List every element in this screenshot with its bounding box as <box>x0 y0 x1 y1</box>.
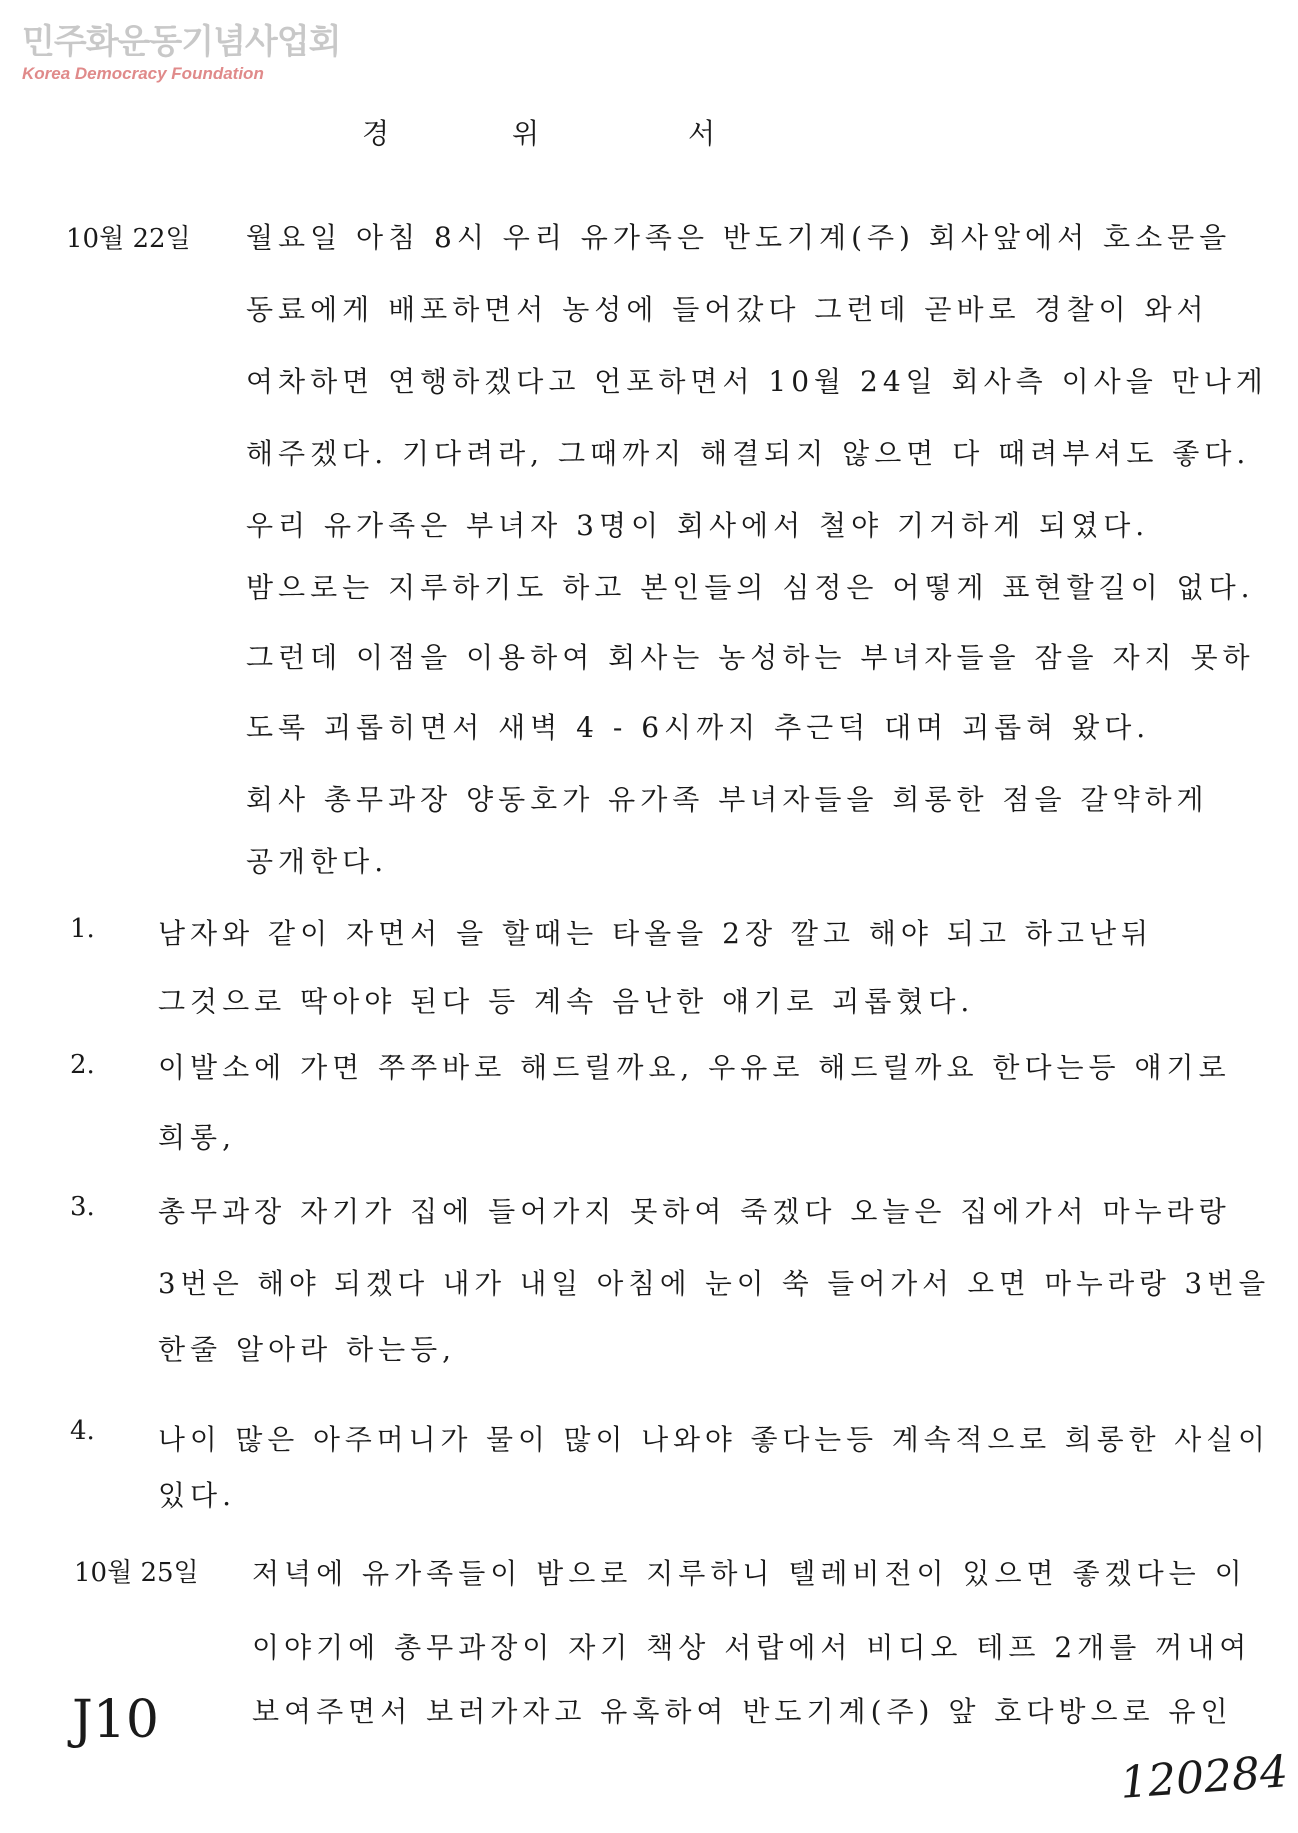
text-line: 이발소에 가면 쭈쭈바로 해드릴까요, 우유로 해드릴까요 한다는등 얘기로 <box>158 1051 1231 1084</box>
watermark-org-en: Korea Democracy Foundation <box>22 64 264 83</box>
text-line: 여차하면 연행하겠다고 언포하면서 10월 24일 회사측 이사을 만나게 <box>246 365 1268 398</box>
title-char-2: 위 <box>512 117 540 150</box>
document-title <box>0 112 1298 152</box>
document-code: J10 <box>72 1690 160 1750</box>
text-line: 도록 괴롭히면서 새벽 4 - 6시까지 추근덕 대며 괴롭혀 왔다. <box>246 711 1151 744</box>
text-line: 그것으로 딱아야 된다 등 계속 음난한 얘기로 괴롭혔다. <box>158 985 975 1018</box>
text-line: 밤으로는 지루하기도 하고 본인들의 심정은 어떻게 표현할길이 없다. <box>246 571 1255 604</box>
text-line: 나이 많은 아주머니가 물이 많이 나와야 좋다는등 계속적으로 희롱한 사실이 <box>158 1423 1270 1456</box>
text-line: 한줄 알아라 하는등, <box>158 1333 457 1366</box>
text-line: 남자와 같이 자면서 을 할때는 타올을 2장 깔고 해야 되고 하고난뒤 <box>158 917 1154 950</box>
watermark-org-ko: 민주화운동기념사업회 <box>22 22 341 62</box>
text-line: 우리 유가족은 부녀자 3명이 회사에서 철야 기거하게 되였다. <box>246 509 1150 542</box>
text-line: 있다. <box>158 1479 236 1512</box>
text-line: 월요일 아침 8시 우리 유가족은 반도기계(주) 회사앞에서 호소문을 <box>246 221 1232 254</box>
entry-date-2: 10월 25일 <box>74 1558 199 1588</box>
item-number: 1. <box>70 914 95 944</box>
text-line: 저녁에 유가족들이 밤으로 지루하니 텔레비전이 있으면 좋겠다는 이 <box>252 1557 1247 1590</box>
document-number: 120284 <box>1118 1746 1290 1809</box>
text-line: 희롱, <box>158 1121 236 1154</box>
title-char-1: 경 <box>362 117 390 150</box>
item-number: 3. <box>70 1192 95 1222</box>
text-line: 공개한다. <box>246 845 389 878</box>
text-line: 동료에게 배포하면서 농성에 들어갔다 그런데 곧바로 경찰이 와서 <box>246 293 1209 326</box>
text-line: 총무과장 자기가 집에 들어가지 못하여 죽겠다 오늘은 집에가서 마누라랑 <box>158 1195 1231 1228</box>
text-line: 이야기에 총무과장이 자기 책상 서랍에서 비디오 테프 2개를 꺼내여 <box>252 1631 1252 1664</box>
text-line: 그런데 이점을 이용하여 회사는 농성하는 부녀자들을 잠을 자지 못하 <box>246 641 1255 674</box>
text-line: 3번은 해야 되겠다 내가 내일 아침에 눈이 쑥 들어가서 오면 마누라랑 3번을 <box>158 1267 1271 1300</box>
item-number: 2. <box>70 1050 95 1080</box>
text-line: 보여주면서 보러가자고 유혹하여 반도기계(주) 앞 호다방으로 유인 <box>252 1695 1233 1728</box>
item-number: 4. <box>70 1416 95 1446</box>
text-line: 해주겠다. 기다려라, 그때까지 해결되지 않으면 다 때려부셔도 좋다. <box>246 437 1251 470</box>
entry-date-1: 10월 22일 <box>66 224 191 254</box>
text-line: 회사 총무과장 양동호가 유가족 부녀자들을 희롱한 점을 갈약하게 <box>246 783 1209 816</box>
title-char-3: 서 <box>688 117 716 150</box>
